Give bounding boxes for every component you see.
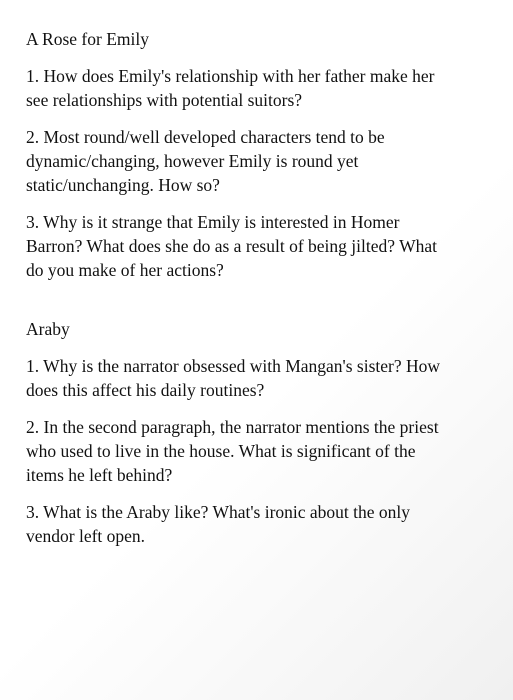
section-title: Araby — [26, 319, 70, 339]
section-title: A Rose for Emily — [26, 29, 149, 49]
section-araby — [26, 317, 513, 548]
question-item: 2. Most round/well developed characters tend to be dynamic/changing, however Emily is round yet static/unchanging. How so? — [26, 127, 385, 195]
section-a-rose-for-emily — [26, 27, 513, 282]
question-item: 3. What is the Araby like? What's ironic about the only vendor left open. — [26, 502, 411, 546]
question-item: 1. Why is the narrator obsessed with Mangan's sister? How does this affect his daily routines? — [26, 356, 441, 400]
question-item: 1. How does Emily's relationship with her father make her see relationships with potential suitors? — [26, 66, 435, 110]
question-item: 3. Why is it strange that Emily is interested in Homer Barron? What does she do as a result of being jilted? What do you make of her actions? — [26, 212, 437, 280]
section-divider — [26, 295, 513, 317]
question-item: 2. In the second paragraph, the narrator mentions the priest who used to live in the house. What is significant of the items he left behind? — [26, 417, 439, 485]
